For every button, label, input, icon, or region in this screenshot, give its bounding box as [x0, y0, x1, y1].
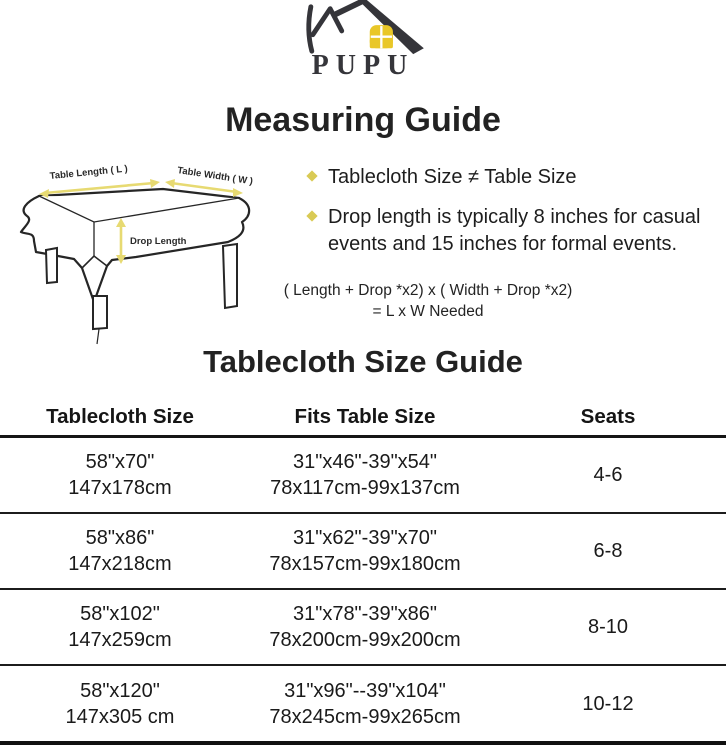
- table-header-row: [0, 399, 726, 438]
- table-row: [0, 590, 726, 666]
- size-guide-title: Tablecloth Size Guide: [203, 344, 523, 379]
- diagram-length-label: Table Length ( L ): [49, 163, 129, 182]
- fits-inches: 31"x46"-39"x54": [292, 451, 438, 473]
- sparkle-bullet-icon: [306, 170, 317, 181]
- formula-line-2: = L x W Needed: [372, 303, 484, 320]
- tablecloth-size-cell: [0, 514, 240, 588]
- seats-cell: 4-6: [593, 464, 623, 486]
- size-inches: 58"x70": [85, 451, 155, 473]
- sparkle-bullet-icon: [306, 210, 317, 221]
- column-header-tablecloth-size: Tablecloth Size: [46, 405, 194, 428]
- fits-cm: 78x245cm-99x265cm: [269, 705, 461, 728]
- size-inches: 58"x102": [80, 603, 160, 625]
- table-row: [0, 514, 726, 590]
- seats-cell: 6-8: [593, 540, 623, 562]
- size-cm: 147x178cm: [68, 477, 172, 499]
- size-inches: 58"x120": [80, 679, 160, 702]
- needed-size-formula: [128, 280, 726, 322]
- diagram-drop-label: Drop Length: [130, 236, 187, 247]
- bullet-text: Tablecloth Size ≠ Table Size: [328, 166, 577, 188]
- table-row: [0, 666, 726, 745]
- measuring-guide-title: Measuring Guide: [225, 101, 501, 139]
- tablecloth-size-cell: [0, 438, 240, 512]
- size-cm: 147x218cm: [68, 553, 172, 575]
- fits-inches: 31"x96"--39"x104": [284, 679, 446, 702]
- brand-name: PUPU: [311, 50, 415, 81]
- tablecloth-size-cell: [0, 666, 240, 741]
- brand-roof-logo-icon: [298, 0, 428, 56]
- tablecloth-size-cell: [0, 590, 240, 664]
- fits-cm: 78x157cm-99x180cm: [269, 553, 461, 575]
- fits-table-size-cell: [240, 438, 490, 512]
- fits-table-size-cell: [240, 514, 490, 588]
- fits-inches: 31"x78"-39"x86": [292, 603, 438, 625]
- size-cm: 147x259cm: [68, 629, 172, 651]
- seats-cell: 8-10: [587, 616, 629, 638]
- logo-window-icon: [370, 25, 393, 48]
- size-inches: 58"x86": [85, 527, 155, 549]
- fits-table-size-cell: [240, 666, 490, 741]
- diagram-width-label: Table Width ( W ): [176, 165, 254, 188]
- size-guide-table: [0, 399, 726, 745]
- column-header-seats: Seats: [580, 405, 636, 428]
- bullet-text: Drop length is typically 8 inches for casual events and 15 inches for formal events.: [328, 206, 701, 255]
- fits-inches: 31"x62"-39"x70": [292, 527, 438, 549]
- fits-table-size-cell: [240, 590, 490, 664]
- table-row: [0, 438, 726, 514]
- fits-cm: 78x200cm-99x200cm: [269, 629, 461, 651]
- formula-line-1: ( Length + Drop *x2) x ( Width + Drop *x2): [283, 282, 573, 299]
- size-cm: 147x305 cm: [65, 705, 175, 728]
- measuring-tips-list: [306, 164, 722, 271]
- tablecloth-measuring-diagram: [6, 156, 302, 352]
- list-item: [306, 204, 722, 258]
- fits-cm: 78x117cm-99x137cm: [270, 477, 460, 499]
- column-header-fits-table-size: Fits Table Size: [294, 405, 436, 428]
- seats-cell: 10-12: [582, 692, 634, 715]
- list-item: [306, 164, 722, 191]
